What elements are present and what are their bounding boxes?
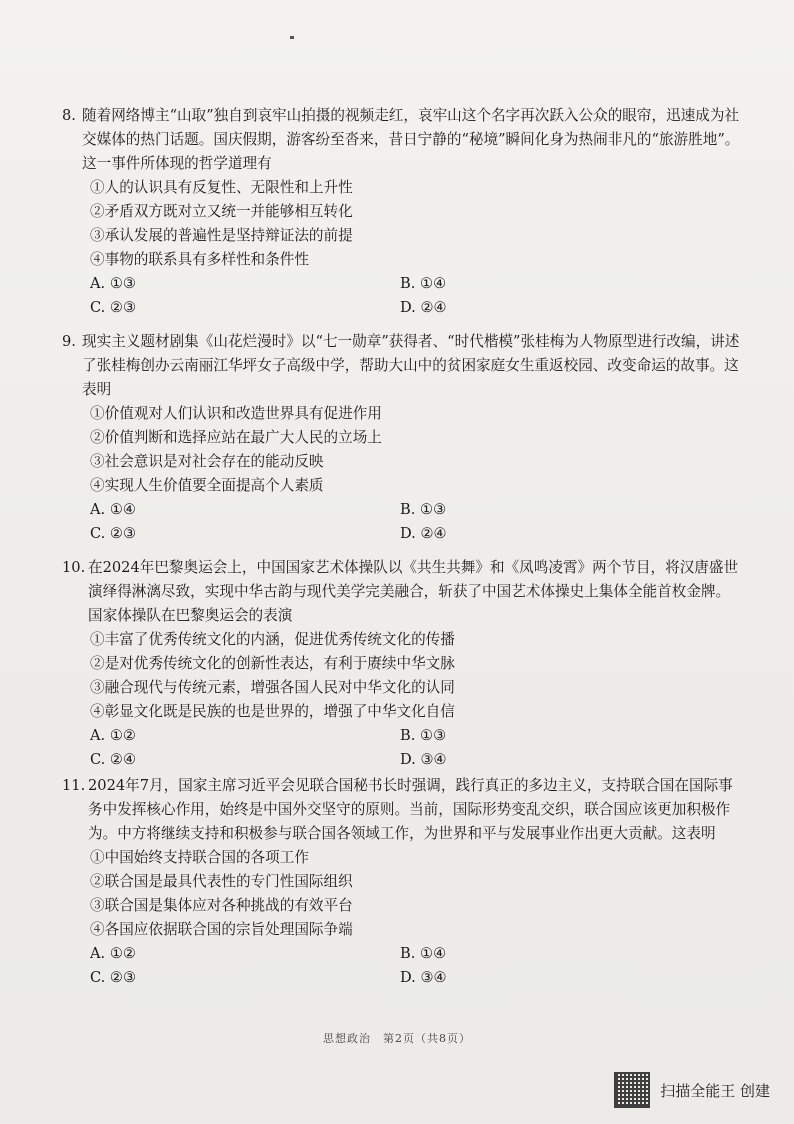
answer-d: D. ②④ bbox=[400, 299, 447, 316]
option-4: ④各国应依据联合国的宗旨处理国际争端 bbox=[90, 921, 353, 938]
question-10 bbox=[62, 556, 742, 772]
answer-c: C. ②③ bbox=[90, 969, 137, 986]
watermark-text: 扫描全能王 创建 bbox=[660, 1081, 770, 1100]
answer-row bbox=[62, 498, 742, 522]
answer-row bbox=[62, 522, 742, 546]
answer-b: B. ①④ bbox=[400, 945, 447, 962]
answer-row bbox=[62, 942, 742, 966]
answer-row bbox=[62, 724, 742, 748]
option-1: ①价值观对人们认识和改造世界具有促进作用 bbox=[90, 405, 382, 422]
question-stem bbox=[62, 774, 742, 846]
option-2: ②价值判断和选择应站在最广大人民的立场上 bbox=[90, 429, 382, 446]
question-8 bbox=[62, 104, 742, 320]
question-number: 10. bbox=[62, 559, 86, 576]
option-1: ①中国始终支持联合国的各项工作 bbox=[90, 849, 309, 866]
answer-d: D. ③④ bbox=[400, 751, 447, 768]
answer-a: A. ①③ bbox=[90, 275, 136, 292]
scan-mark bbox=[290, 36, 294, 39]
answer-a: A. ①② bbox=[90, 945, 136, 962]
answer-row bbox=[62, 748, 742, 772]
scanner-watermark bbox=[614, 1072, 770, 1108]
answer-row bbox=[62, 272, 742, 296]
question-number: 9. bbox=[62, 333, 76, 350]
answer-b: B. ①③ bbox=[400, 727, 447, 744]
answer-c: C. ②④ bbox=[90, 751, 137, 768]
option-4: ④实现人生价值要全面提高个人素质 bbox=[90, 477, 324, 494]
question-number: 8. bbox=[62, 107, 76, 124]
option-1: ①丰富了优秀传统文化的内涵，促进优秀传统文化的传播 bbox=[90, 631, 455, 648]
answer-d: D. ②④ bbox=[400, 525, 447, 542]
answer-b: B. ①④ bbox=[400, 275, 447, 292]
answer-a: A. ①② bbox=[90, 727, 136, 744]
question-number: 11. bbox=[62, 777, 86, 794]
option-3: ③联合国是集体应对各种挑战的有效平台 bbox=[90, 897, 353, 914]
answer-c: C. ②③ bbox=[90, 525, 137, 542]
answer-row bbox=[62, 296, 742, 320]
option-2: ②矛盾双方既对立又统一并能够相互转化 bbox=[90, 203, 353, 220]
option-3: ③社会意识是对社会存在的能动反映 bbox=[90, 453, 324, 470]
answer-c: C. ②③ bbox=[90, 299, 137, 316]
option-3: ③融合现代与传统元素，增强各国人民对中华文化的认同 bbox=[90, 679, 455, 696]
option-4: ④彰显文化既是民族的也是世界的，增强了中华文化自信 bbox=[90, 703, 455, 720]
question-text: 2024年7月，国家主席习近平会见联合国秘书长时强调，践行真正的多边主义，支持联合国在国际事务中发挥核心作用，始终是中国外交坚守的原则。当前，国际形势变乱交织，联合国应该更加积极作为。中方将继续支持和积极参与联合国各领域工作，为世界和平与发展事业作出更大贡献。这表明 bbox=[88, 777, 733, 842]
answer-a: A. ①④ bbox=[90, 501, 136, 518]
question-text: 在2024年巴黎奥运会上，中国国家艺术体操队以《共生共舞》和《凤鸣凌霄》两个节目，将汉唐盛世演绎得淋漓尽致，实现中华古韵与现代美学完美融合，斩获了中国艺术体操史上集体全能首枚金牌。国家体操队在巴黎奥运会的表演 bbox=[88, 559, 739, 624]
answer-b: B. ①③ bbox=[400, 501, 447, 518]
answer-d: D. ③④ bbox=[400, 969, 447, 986]
question-11 bbox=[62, 774, 742, 990]
option-3: ③承认发展的普遍性是坚持辩证法的前提 bbox=[90, 227, 353, 244]
option-4: ④事物的联系具有多样性和条件性 bbox=[90, 251, 309, 268]
question-stem bbox=[62, 330, 742, 402]
question-text: 随着网络博主“山取”独自到哀牢山拍摄的视频走红，哀牢山这个名字再次跃入公众的眼帘，迅速成为社交媒体的热门话题。国庆假期，游客纷至沓来，昔日宁静的“秘境”瞬间化身为热闹非凡的“旅游胜地”。这一事件所体现的哲学道理有 bbox=[82, 107, 740, 172]
question-stem bbox=[62, 556, 742, 628]
question-stem bbox=[62, 104, 742, 176]
option-1: ①人的认识具有反复性、无限性和上升性 bbox=[90, 179, 353, 196]
question-text: 现实主义题材剧集《山花烂漫时》以“七一勋章”获得者、“时代楷模”张桂梅为人物原型进行改编，讲述了张桂梅创办云南丽江华坪女子高级中学，帮助大山中的贫困家庭女生重返校园、改变命运的故事。这表明 bbox=[82, 333, 740, 398]
option-2: ②是对优秀传统文化的创新性表达，有利于赓续中华文脉 bbox=[90, 655, 455, 672]
page-footer: 思想政治 第2页（共8页） bbox=[323, 1032, 471, 1045]
qr-code-icon bbox=[614, 1072, 650, 1108]
answer-row bbox=[62, 966, 742, 990]
question-9 bbox=[62, 330, 742, 546]
option-2: ②联合国是最具代表性的专门性国际组织 bbox=[90, 873, 353, 890]
